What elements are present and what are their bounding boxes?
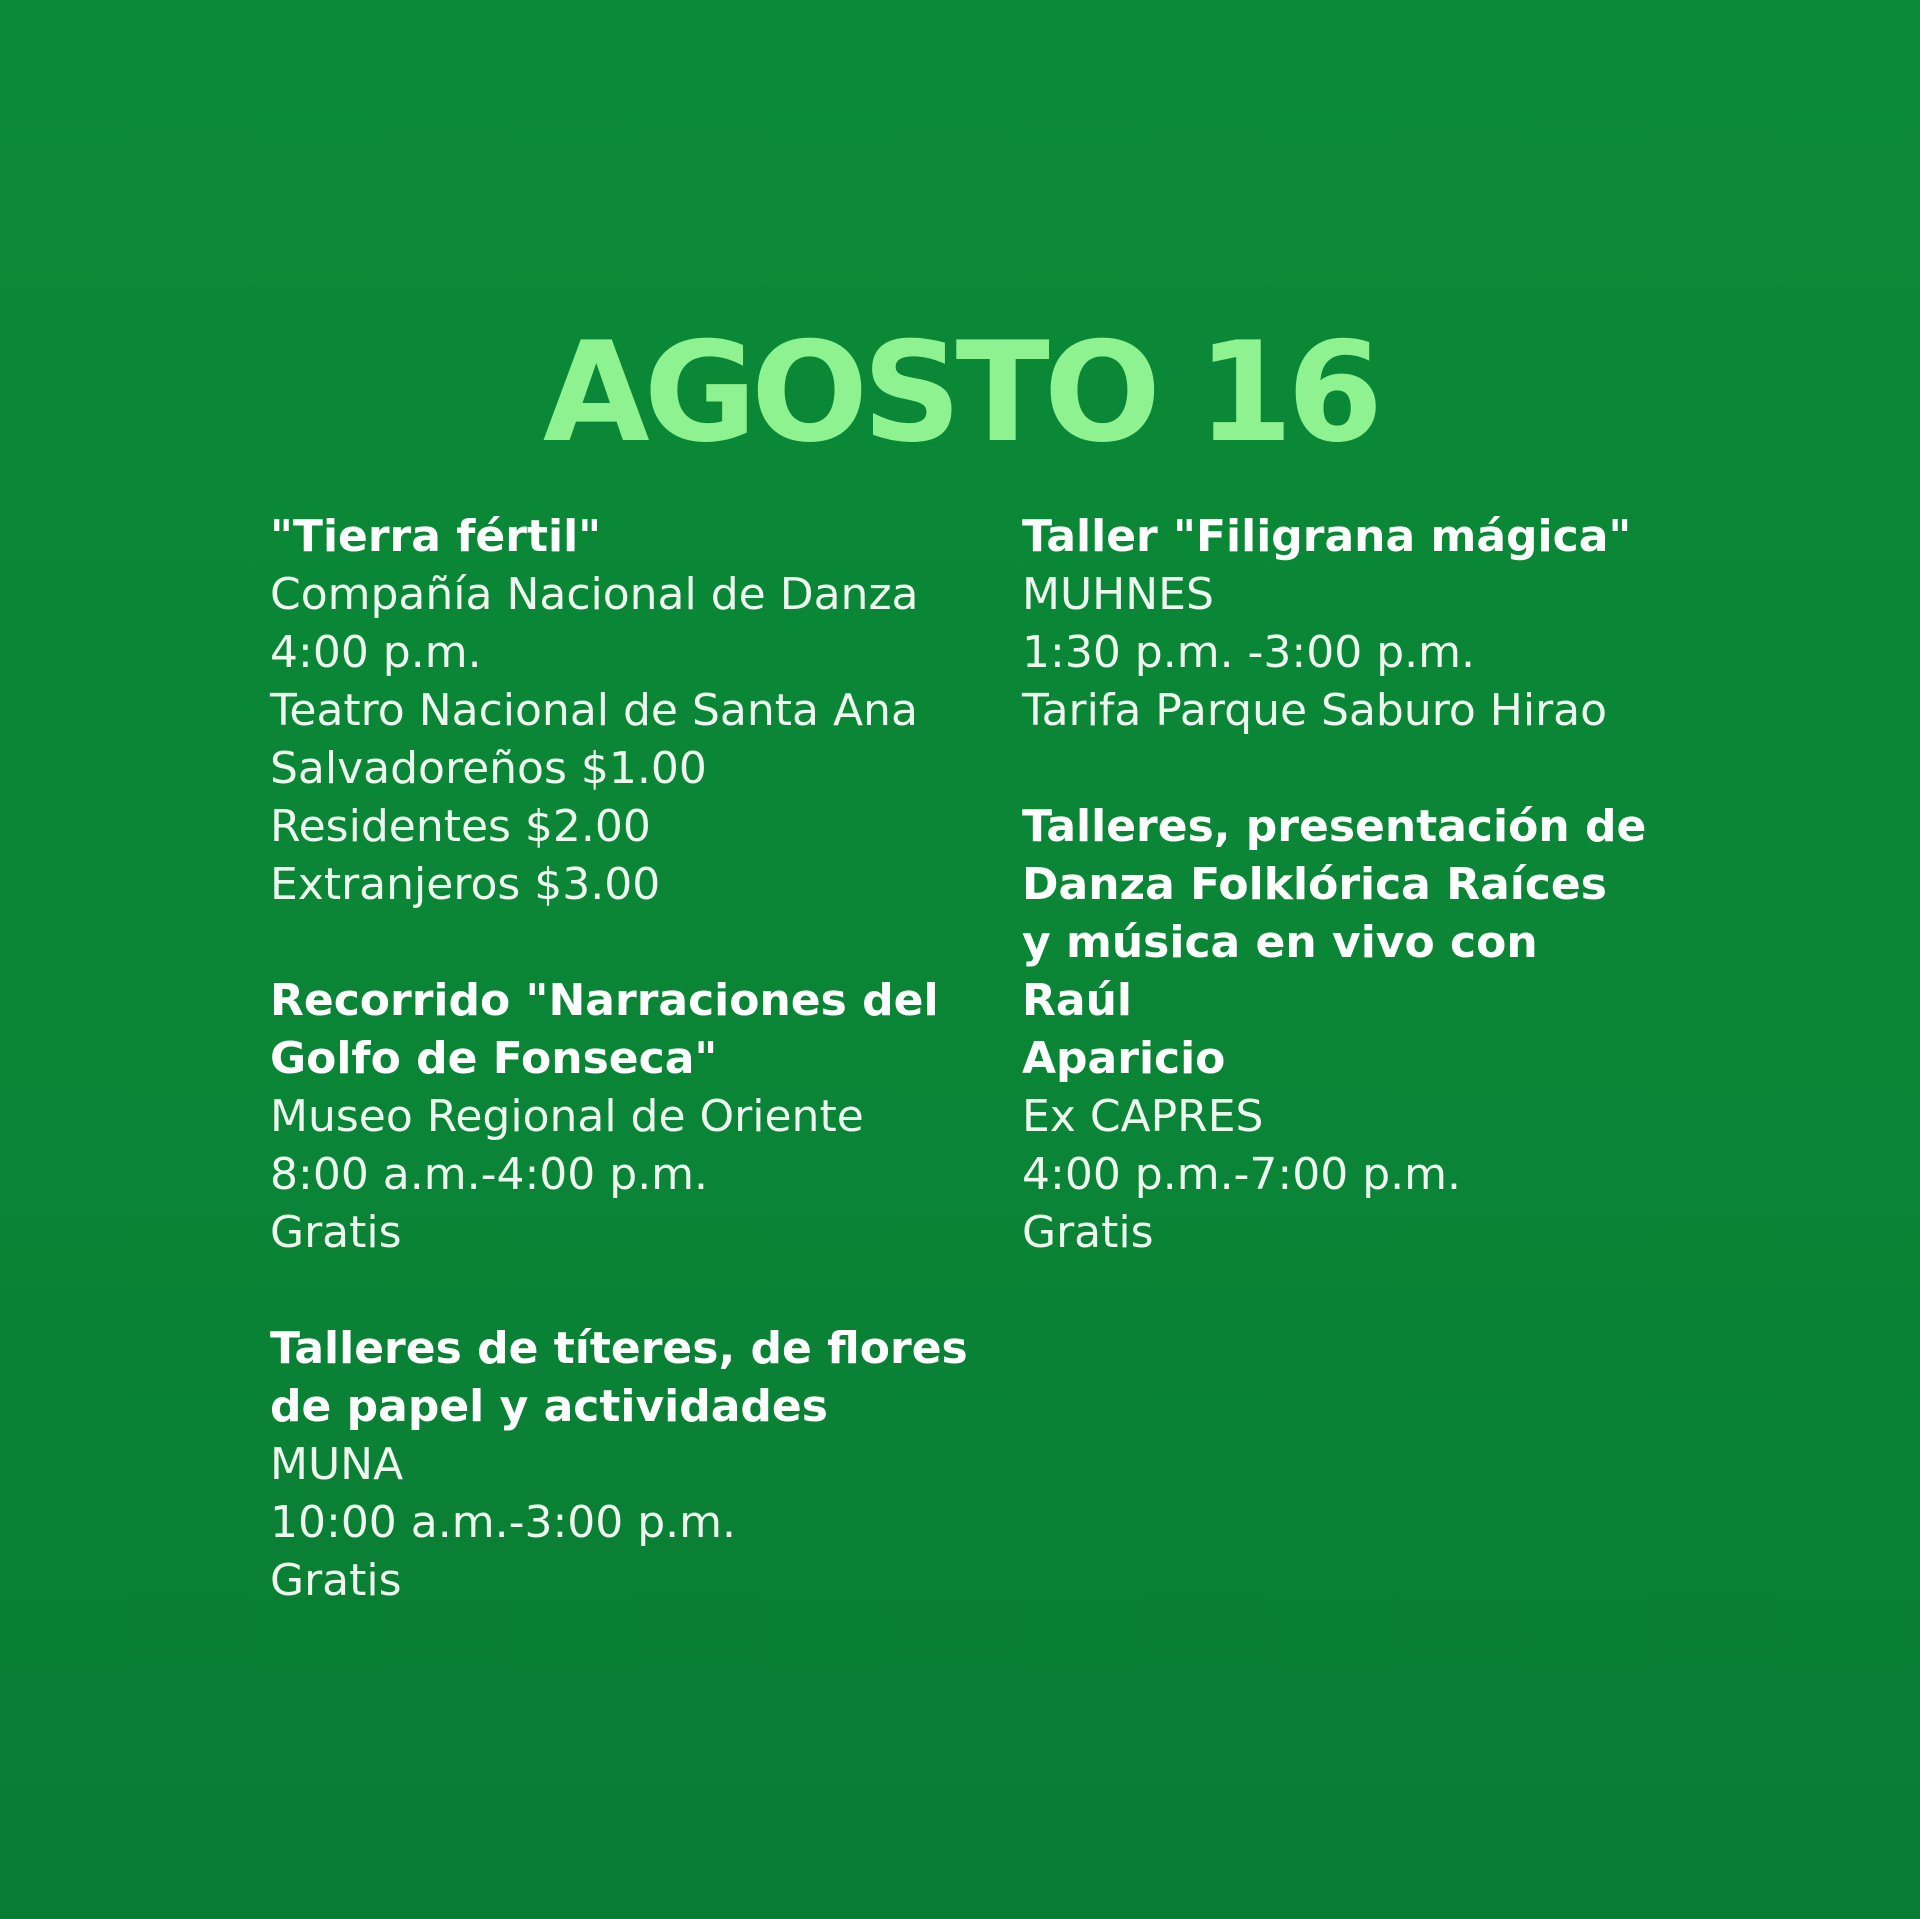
page-title: AGOSTO 16 [542,312,1378,473]
event-time: 10:00 a.m.-3:00 p.m. [270,1497,737,1548]
event-title: Taller "Filigrana mágica" [1022,511,1632,562]
event-price: Residentes $2.00 [270,801,651,852]
event-title: "Tierra fértil" [270,511,602,562]
event-venue: Compañía Nacional de Danza [270,569,919,620]
event-title: Talleres de títeres, de flores de papel y actividades [270,1323,968,1432]
event-venue: Ex CAPRES [1022,1091,1264,1142]
event-price: Extranjeros $3.00 [270,859,661,910]
event-price: Gratis [1022,1207,1154,1258]
right-column [1022,508,1662,1320]
event-location: Teatro Nacional de Santa Ana [270,685,918,736]
event-title: Recorrido "Narraciones del Golfo de Fonseca" [270,975,939,1084]
event-item [1022,508,1662,740]
event-venue: MUNA [270,1439,404,1490]
event-item [270,972,970,1262]
event-price: Gratis [270,1555,402,1606]
left-column [270,508,970,1668]
event-price: Salvadoreños $1.00 [270,743,707,794]
event-price: Gratis [270,1207,402,1258]
event-time: 8:00 a.m.-4:00 p.m. [270,1149,709,1200]
event-venue: Museo Regional de Oriente [270,1091,864,1142]
event-title: Talleres, presentación de Danza Folklórica Raíces y música en vivo con Raúl Aparicio [1022,801,1647,1084]
event-time: 1:30 p.m. -3:00 p.m. [1022,627,1475,678]
event-time: 4:00 p.m.-7:00 p.m. [1022,1149,1461,1200]
event-item [270,508,970,914]
event-time: 4:00 p.m. [270,627,482,678]
event-price: Tarifa Parque Saburo Hirao [1022,685,1608,736]
event-venue: MUHNES [1022,569,1214,620]
event-item [1022,798,1662,1262]
event-item [270,1320,970,1610]
